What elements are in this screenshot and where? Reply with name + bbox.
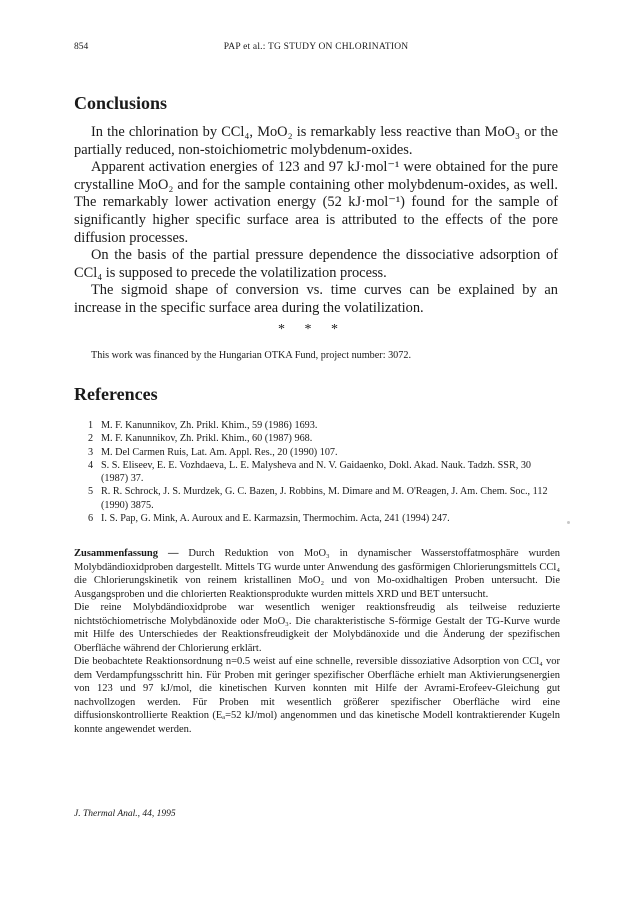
conclusions-paragraph-4: The sigmoid shape of conversion vs. time curves can be explained by an increase in the specific surface area during the volatilization. bbox=[74, 282, 558, 316]
reference-text: M. Del Carmen Ruis, Lat. Am. Appl. Res., 20 (1990) 107. bbox=[101, 446, 338, 458]
margin-speck bbox=[567, 521, 570, 524]
section-separator: * * * bbox=[278, 322, 346, 337]
page-number: 854 bbox=[74, 42, 89, 52]
reference-item bbox=[88, 446, 560, 459]
reference-item bbox=[88, 459, 560, 486]
conclusions-paragraph-2: Apparent activation energies of 123 and 97 kJ·mol⁻¹ were obtained for the pure crystalline MoO₂ and for the sample containing other molybdenum-oxides, as well. The remarkably lower activation energy (52 kJ·mol⁻¹) found for the sample of significantly higher specific surface area is attributed to the effects of the pore diffusion processes. bbox=[74, 159, 558, 246]
reference-text: M. F. Kanunnikov, Zh. Prikl. Khim., 60 (1987) 968. bbox=[101, 433, 313, 445]
running-title: PAP et al.: TG STUDY ON CHLORINATION bbox=[223, 42, 409, 52]
zusammenfassung-paragraph-3: Die beobachtete Reaktionsordnung n=0.5 weist auf eine schnelle, reversible dissoziative Adsorption von CCl₄ vor dem Verdampfungsschritt hin. Für Proben mit geringer spezifischer Oberfläche erhielt man Aktivierungsenergien von 123 und 97 kJ/mol, die kinetischen Kurven konnten mit Hilfe der Avrami-Erofeev-Gleichung gut nachvollzogen werden. Für Proben mit wesentlich größerer spezifischer Oberfläche wird eine diffusionskontrollierte Reaktion (Eₐ=52 kJ/mol) angenommen und das kinetische Modell kontraktierender Kugeln konnte angewendet werden. bbox=[74, 656, 560, 735]
zusammenfassung-text-1: Durch Reduktion von MoO₃ in dynamischer Wasserstoffatmosphäre wurden Molybdändioxidproben dargestellt. Mittels TG wurde unter Anwendung des gasförmigen Chlorierungsmittels CCl₄ die Chlorierungskinetik von reinem kristallinen MoO₂ und von Mo-oxidhaltigen Proben untersucht. Die Ausgangsproben und die chlorierten Reaktionsprodukte wurden mittels XRD und BET untersucht. bbox=[74, 548, 561, 600]
reference-text: M. F. Kanunnikov, Zh. Prikl. Khim., 59 (1986) 1693. bbox=[101, 420, 318, 431]
conclusions-paragraph-1: In the chlorination by CCl₄, MoO₂ is remarkably less reactive than MoO₃ or the partially reduced, non-stoichiometric molybdenum-oxides. bbox=[74, 124, 558, 158]
reference-number: 6 bbox=[88, 513, 94, 525]
reference-text: I. S. Pap, G. Mink, A. Auroux and E. Karmazsin, Thermochim. Acta, 241 (1994) 247. bbox=[101, 513, 450, 525]
reference-item bbox=[88, 432, 560, 445]
reference-text: S. S. Eliseev, E. E. Vozhdaeva, L. E. Malysheva and N. V. Gaidaenko, Dokl. Akad. Nauk. Tadzh. SSR, 30 (1987) 37. bbox=[101, 459, 532, 485]
conclusions-body bbox=[74, 124, 558, 318]
reference-number: 3 bbox=[88, 446, 94, 458]
acknowledgement: This work was financed by the Hungarian OTKA Fund, project number: 3072. bbox=[91, 350, 411, 361]
zusammenfassung-paragraph-1 bbox=[74, 547, 560, 601]
reference-item bbox=[88, 512, 560, 525]
reference-item bbox=[88, 485, 560, 512]
zusammenfassung-lead: Zusammenfassung — bbox=[74, 548, 179, 559]
conclusions-heading: Conclusions bbox=[74, 93, 168, 113]
journal-footer: J. Thermal Anal., 44, 1995 bbox=[74, 809, 176, 819]
zusammenfassung-abstract bbox=[74, 547, 560, 736]
references-heading: References bbox=[74, 384, 158, 404]
reference-number: 2 bbox=[88, 433, 94, 445]
reference-number: 5 bbox=[88, 486, 94, 498]
reference-number: 4 bbox=[88, 459, 94, 471]
reference-text: R. R. Schrock, J. S. Murdzek, G. C. Bazen, J. Robbins, M. Dimare and M. O'Reagen, J. Am. Chem. Soc., 112 (1990) 3875. bbox=[101, 486, 548, 511]
conclusions-paragraph-3: On the basis of the partial pressure dependence the dissociative adsorption of CCl₄ is supposed to precede the volatilization process. bbox=[74, 247, 558, 281]
running-header bbox=[74, 42, 558, 56]
reference-number: 1 bbox=[88, 420, 94, 431]
reference-list bbox=[88, 419, 560, 525]
reference-item bbox=[88, 419, 560, 432]
zusammenfassung-paragraph-2: Die reine Molybdändioxidprobe war wesentlich weniger reaktionsfreudig als teilweise reduzierte nichtstöchiometrische Molybdänoxide oder MoO₃. Die charakteristische S-förmige Gestalt der TG-Kurve wurde mit Hilfe des Unterschiedes der Reaktionsfreudigkeit der Molybdänoxide und die Änderung der spezifischen Oberfläche während der Chlorierung erklärt. bbox=[74, 602, 560, 654]
